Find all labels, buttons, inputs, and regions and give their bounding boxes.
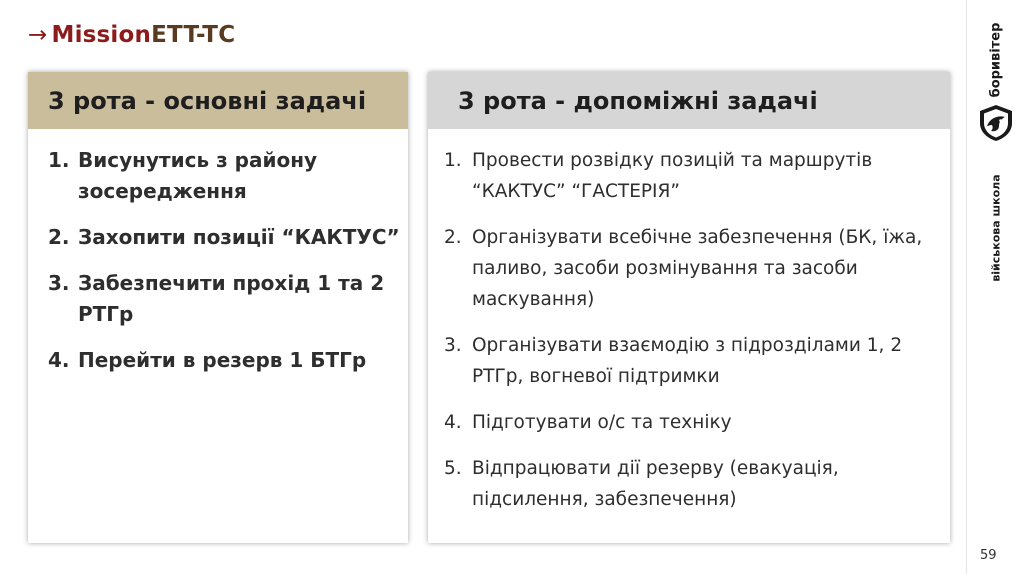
item-text: Провести розвідку позицій та маршрутів “КАКТУС” “ГАСТЕРІЯ” bbox=[472, 150, 873, 202]
main-tasks-card bbox=[28, 72, 408, 543]
arrow-right-icon: → bbox=[28, 22, 48, 48]
brand-name: боривітер bbox=[988, 22, 1004, 98]
support-tasks-list bbox=[428, 129, 950, 515]
item-text: Підготувати о/с та техніку bbox=[472, 412, 732, 433]
item-text: Забезпечити прохід 1 та 2 РТГр bbox=[78, 271, 385, 326]
item-number: 3. bbox=[48, 271, 70, 295]
list-item bbox=[444, 407, 942, 438]
school-label: військова школа bbox=[989, 174, 1003, 282]
item-number: 5. bbox=[444, 458, 462, 479]
item-number: 2. bbox=[48, 225, 70, 249]
item-text: Організувати всебічне забезпечення (БК, їжа, паливо, засоби розмінування та засоби маскування) bbox=[472, 227, 923, 310]
item-number: 3. bbox=[444, 335, 462, 356]
item-text: Організувати взаємодію з підрозділами 1, 2 РТГр, вогневої підтримки bbox=[472, 335, 903, 387]
item-text: Перейти в резерв 1 БТГр bbox=[78, 348, 367, 372]
list-item bbox=[444, 145, 942, 207]
item-number: 2. bbox=[444, 227, 462, 248]
item-number: 4. bbox=[444, 412, 462, 433]
list-item bbox=[444, 453, 942, 515]
item-text: Захопити позиції “КАКТУС” bbox=[78, 225, 400, 249]
main-tasks-title: 3 рота - основні задачі bbox=[28, 72, 408, 129]
list-item bbox=[48, 268, 400, 330]
title-brand: Mission bbox=[51, 22, 152, 48]
list-item bbox=[48, 145, 400, 207]
falcon-shield-icon bbox=[978, 104, 1014, 142]
list-item bbox=[48, 222, 400, 253]
item-text: Висунутись з району зосередження bbox=[78, 148, 318, 203]
item-number: 1. bbox=[444, 150, 462, 171]
item-number: 1. bbox=[48, 148, 70, 172]
page-number: 59 bbox=[980, 548, 997, 563]
brand-sidebar bbox=[966, 0, 1024, 574]
item-number: 4. bbox=[48, 348, 70, 372]
list-item bbox=[444, 222, 942, 315]
support-tasks-title: 3 рота - допоміжні задачі bbox=[428, 72, 950, 129]
title-rest: ETT-TC bbox=[151, 22, 236, 48]
list-item bbox=[444, 330, 942, 392]
list-item bbox=[48, 345, 400, 376]
slide-title bbox=[28, 22, 235, 48]
support-tasks-card bbox=[428, 72, 950, 543]
item-text: Відпрацювати дії резерву (евакуація, підсилення, забезпечення) bbox=[472, 458, 839, 510]
main-tasks-list bbox=[28, 129, 408, 376]
